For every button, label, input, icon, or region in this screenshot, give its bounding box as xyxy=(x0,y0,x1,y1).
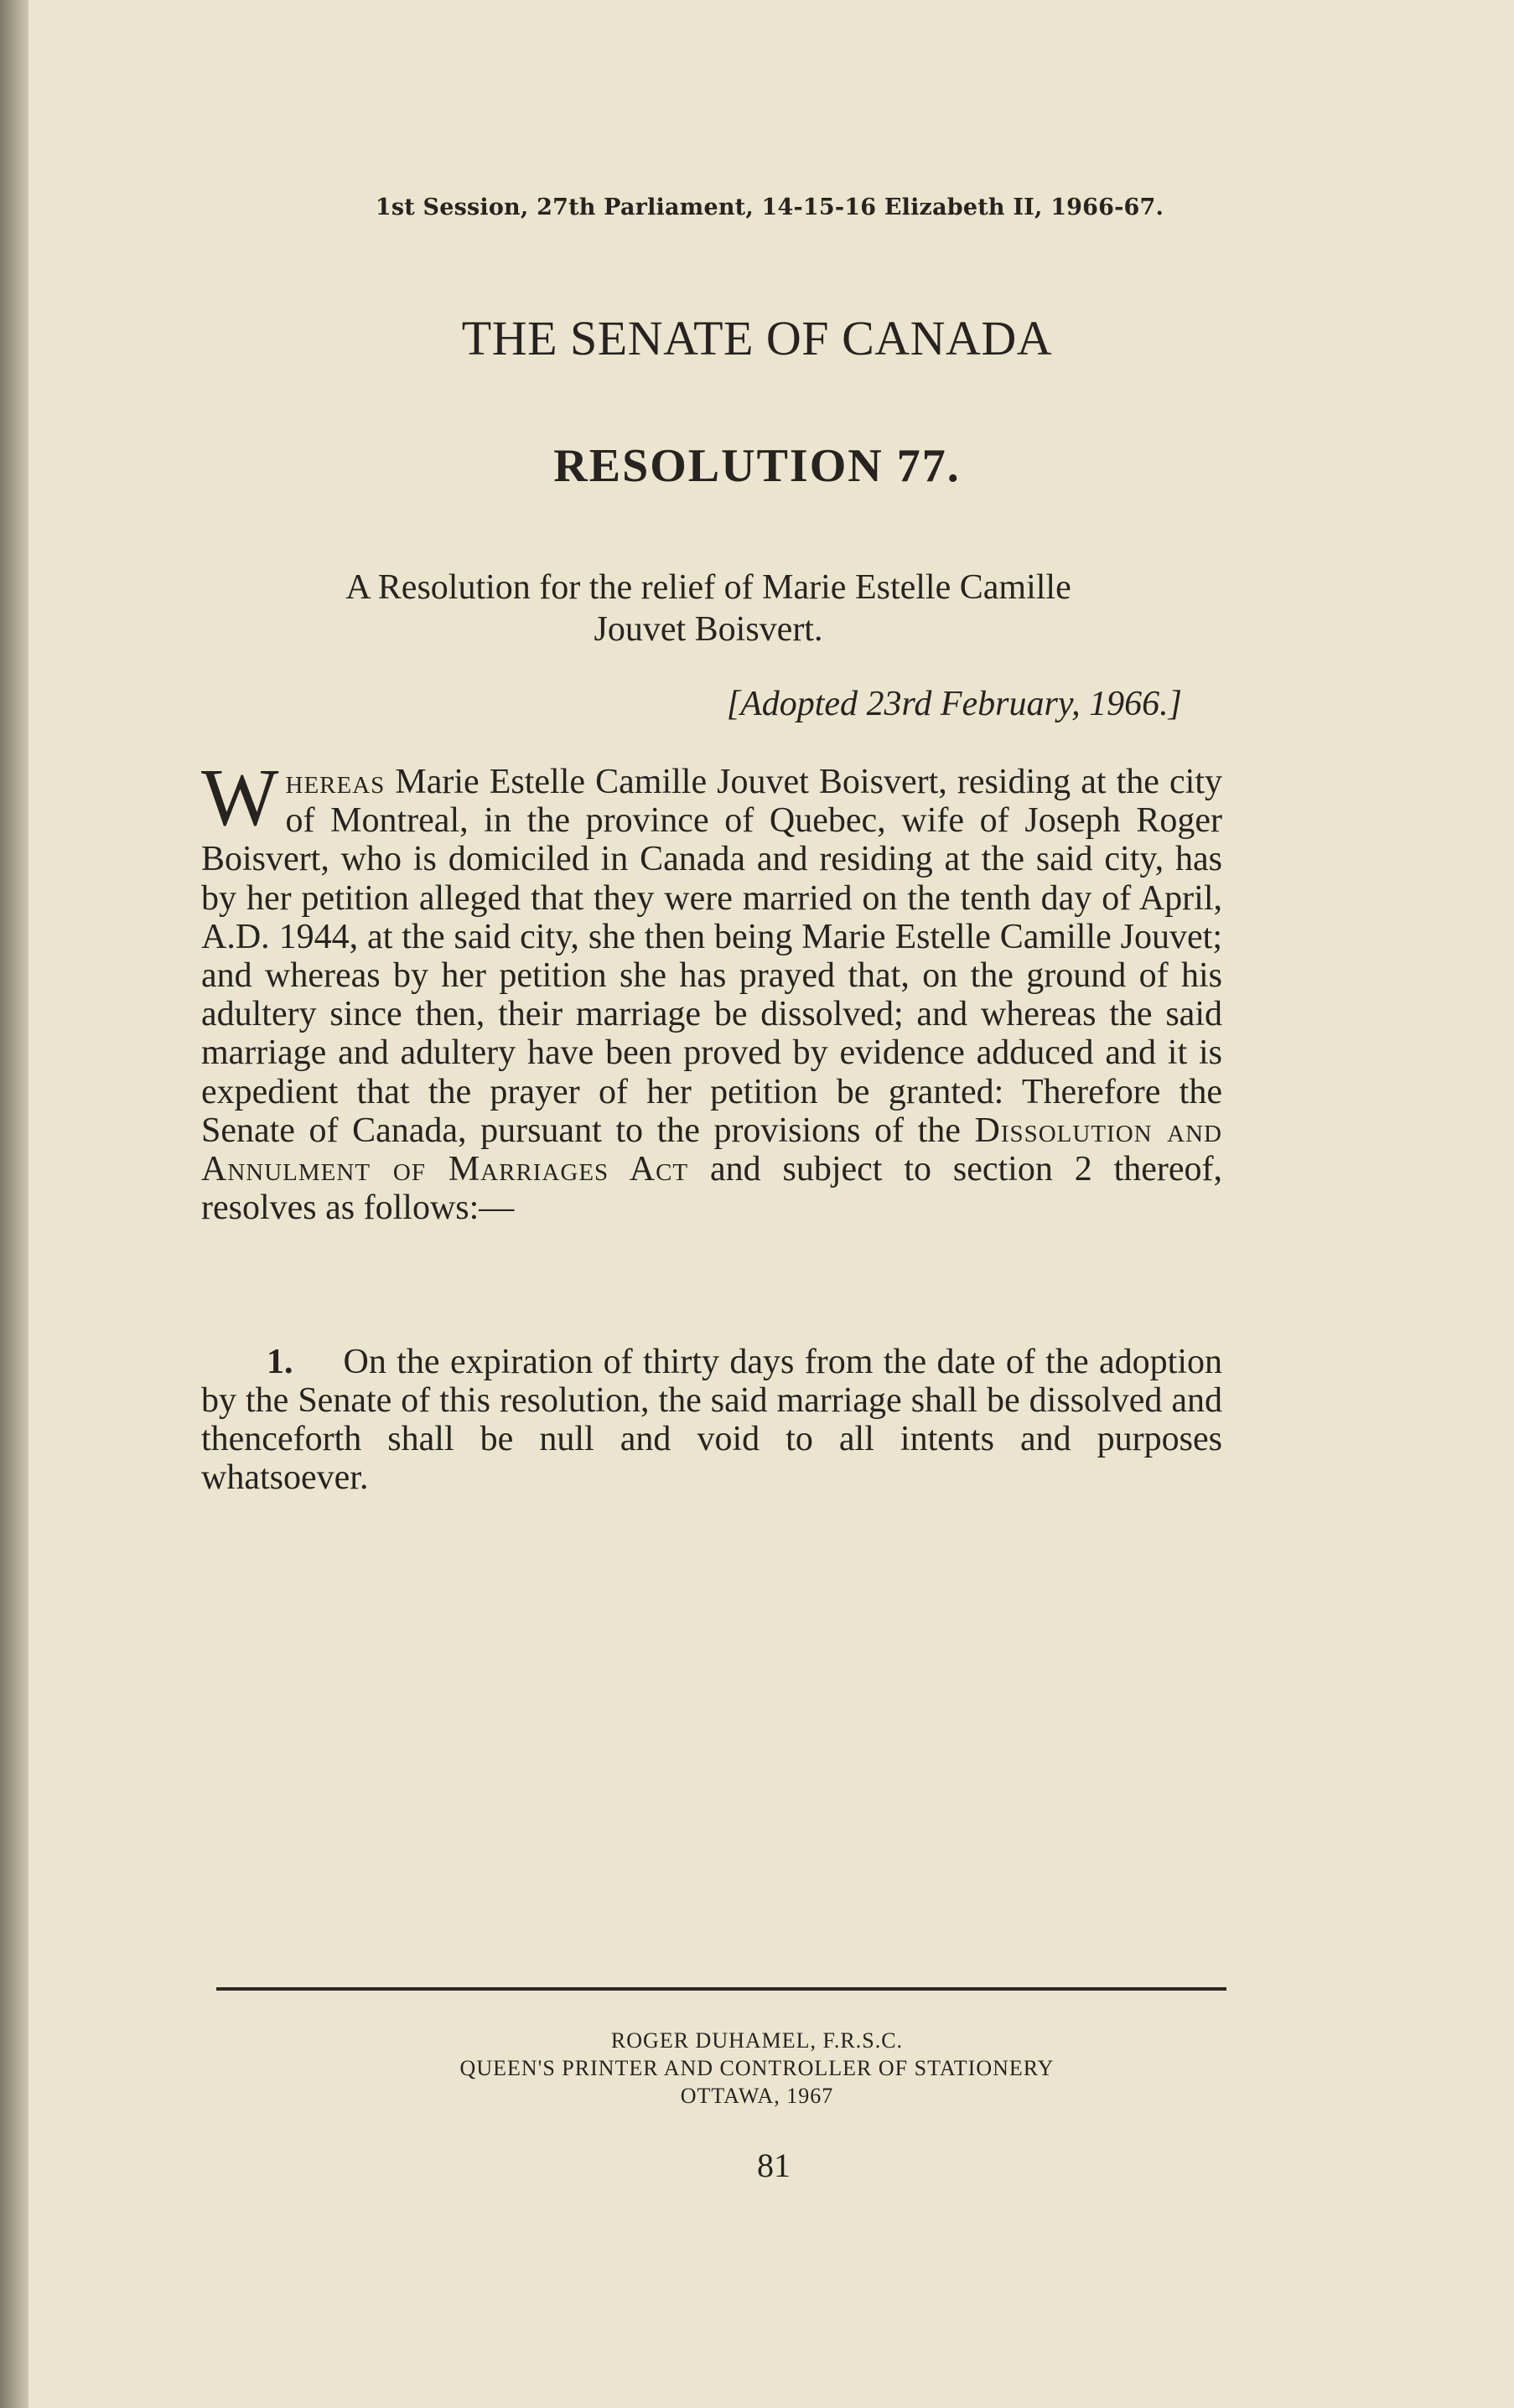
preamble-lead-word: hereas xyxy=(285,763,386,801)
summary-line-1: A Resolution for the relief of Marie Estelle Camille xyxy=(345,568,1071,607)
resolution-title: RESOLUTION 77. xyxy=(553,440,961,492)
clause-text: On the expiration of thirty days from the date of the adoption by the Senate of this resolution, the said marriage shall be dissolved and thenceforth shall be null and void to all intents and purposes whatsoever. xyxy=(201,1343,1222,1497)
preamble-text-1: Marie Estelle Camille Jouvet Boisvert, residing at the city of Montreal, in the province of Quebec, wife of Joseph Roger Boisvert, who is domiciled in Canada and residing at the said city, has by her petition alleged that they were married on the tenth day of April, A.D. 1944, at the said city, she then being Marie Estelle Camille Jouvet; and whereas by her petition she has prayed that, on the ground of his adultery since then, their marriage be dissolved; and whereas the said marriage and adultery have been proved by evidence adduced and it is expedient that the prayer of her petition be granted: Therefore the Senate of Canada, pursuant to the provisions of the xyxy=(201,763,1222,1150)
summary-line-2: Jouvet Boisvert. xyxy=(594,610,823,649)
printer-imprint xyxy=(0,2027,1514,2110)
page-number: 81 xyxy=(757,2146,791,2184)
preamble-text-2: and subject to section 2 thereof, resolves as follows:— xyxy=(201,1150,1222,1228)
clause-number: 1. xyxy=(267,1343,293,1381)
resolution-summary xyxy=(251,567,1165,650)
drop-cap: W xyxy=(201,753,279,843)
adoption-date: [Adopted 23rd February, 1966.] xyxy=(726,685,1182,723)
imprint-line-3: OTTAWA, 1967 xyxy=(680,2084,834,2108)
footer-rule xyxy=(216,1987,1226,1991)
imprint-line-2: QUEEN'S PRINTER AND CONTROLLER OF STATIONERY xyxy=(459,2056,1055,2080)
imprint-line-1: ROGER DUHAMEL, F.R.S.C. xyxy=(610,2028,904,2053)
act-title: Dissolution and Annulment of Marriages Act xyxy=(201,1111,1222,1189)
preamble-paragraph xyxy=(201,753,1222,1228)
session-line: 1st Session, 27th Parliament, 14-15-16 Elizabeth II, 1966-67. xyxy=(375,194,1164,220)
chamber-heading: THE SENATE OF CANADA xyxy=(461,311,1053,365)
clause-1 xyxy=(201,1343,1222,1497)
